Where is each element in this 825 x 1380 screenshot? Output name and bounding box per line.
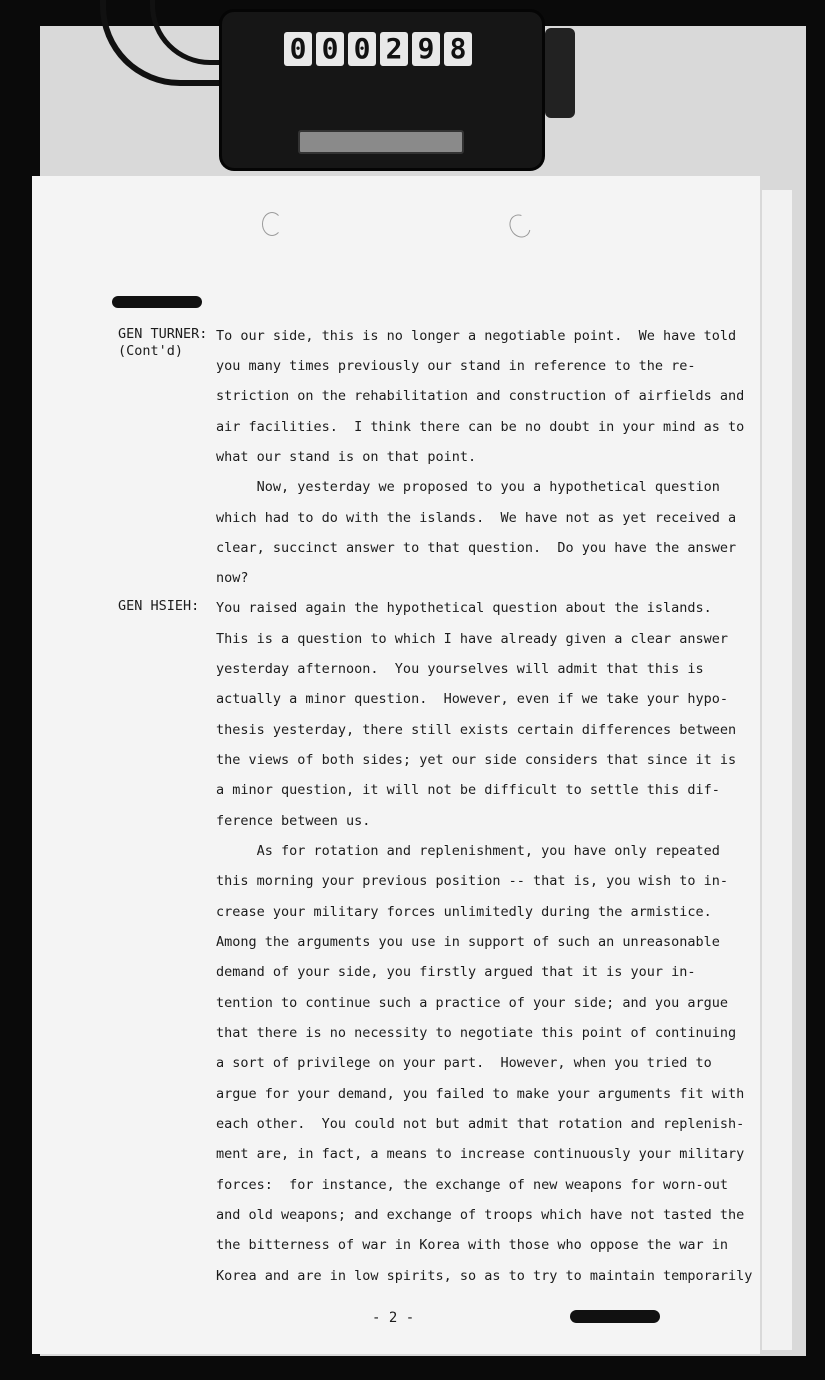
frame-digit: 0: [316, 32, 344, 66]
text-line: the views of both sides; yet our side considers that since it is: [216, 752, 737, 768]
frame-digit: 8: [444, 32, 472, 66]
speaker-label-turner: GEN TURNER: (Cont'd): [118, 326, 208, 359]
text-line: Now, yesterday we proposed to you a hypothetical question: [216, 479, 720, 495]
text-line: that there is no necessity to negotiate this point of continuing: [216, 1025, 737, 1041]
text-line: To our side, this is no longer a negotiable point. We have told: [216, 328, 737, 344]
text-line: You raised again the hypothetical question about the islands.: [216, 600, 712, 616]
text-line: argue for your demand, you failed to make your arguments fit with: [216, 1086, 745, 1102]
counter-knob: [545, 28, 575, 118]
redaction-mark: [570, 1310, 660, 1323]
text-line: which had to do with the islands. We have not as yet received a: [216, 510, 737, 526]
document-page: [32, 176, 760, 1354]
text-line: thesis yesterday, there still exists certain differences between: [216, 722, 737, 738]
counter-plate: [298, 130, 464, 154]
frame-digit: 2: [380, 32, 408, 66]
text-line: and old weapons; and exchange of troops which have not tasted the: [216, 1207, 745, 1223]
text-line: ment are, in fact, a means to increase continuously your military: [216, 1146, 745, 1162]
punch-hole-icon: [505, 211, 534, 242]
text-line: This is a question to which I have already given a clear answer: [216, 631, 729, 647]
text-line: now?: [216, 570, 249, 586]
text-line: crease your military forces unlimitedly during the armistice.: [216, 904, 712, 920]
punch-hole-icon: [262, 212, 282, 236]
frame-counter: [222, 12, 542, 168]
redaction-mark: [112, 296, 202, 308]
text-line: demand of your side, you firstly argued that it is your in-: [216, 964, 696, 980]
frame-digit: 0: [348, 32, 376, 66]
text-line: forces: for instance, the exchange of new weapons for worn-out: [216, 1177, 729, 1193]
text-line: ference between us.: [216, 813, 371, 829]
text-line: As for rotation and replenishment, you have only repeated: [216, 843, 720, 859]
text-line: a sort of privilege on your part. However, when you tried to: [216, 1055, 712, 1071]
page-number: - 2 -: [372, 1310, 415, 1326]
frame-digit: 0: [284, 32, 312, 66]
frame-counter-digits: [284, 32, 472, 66]
text-line: striction on the rehabilitation and construction of airfields and: [216, 388, 745, 404]
text-line: you many times previously our stand in reference to the re-: [216, 358, 696, 374]
text-line: this morning your previous position -- that is, you wish to in-: [216, 873, 729, 889]
frame-digit: 9: [412, 32, 440, 66]
text-line: actually a minor question. However, even if we take your hypo-: [216, 691, 729, 707]
text-line: Among the arguments you use in support of such an unreasonable: [216, 934, 720, 950]
text-line: each other. You could not but admit that rotation and replenish-: [216, 1116, 745, 1132]
text-line: Korea and are in low spirits, so as to try to maintain temporarily: [216, 1268, 753, 1284]
text-line: clear, succinct answer to that question. Do you have the answer: [216, 540, 737, 556]
text-line: the bitterness of war in Korea with those who oppose the war in: [216, 1237, 729, 1253]
back-sheet-edge: [762, 190, 792, 1350]
text-line: yesterday afternoon. You yourselves will admit that this is: [216, 661, 704, 677]
text-line: a minor question, it will not be difficult to settle this dif-: [216, 782, 720, 798]
text-line: tention to continue such a practice of your side; and you argue: [216, 995, 729, 1011]
text-line: what our stand is on that point.: [216, 449, 477, 465]
text-line: air facilities. I think there can be no doubt in your mind as to: [216, 419, 745, 435]
speaker-label-hsieh: GEN HSIEH:: [118, 598, 200, 614]
